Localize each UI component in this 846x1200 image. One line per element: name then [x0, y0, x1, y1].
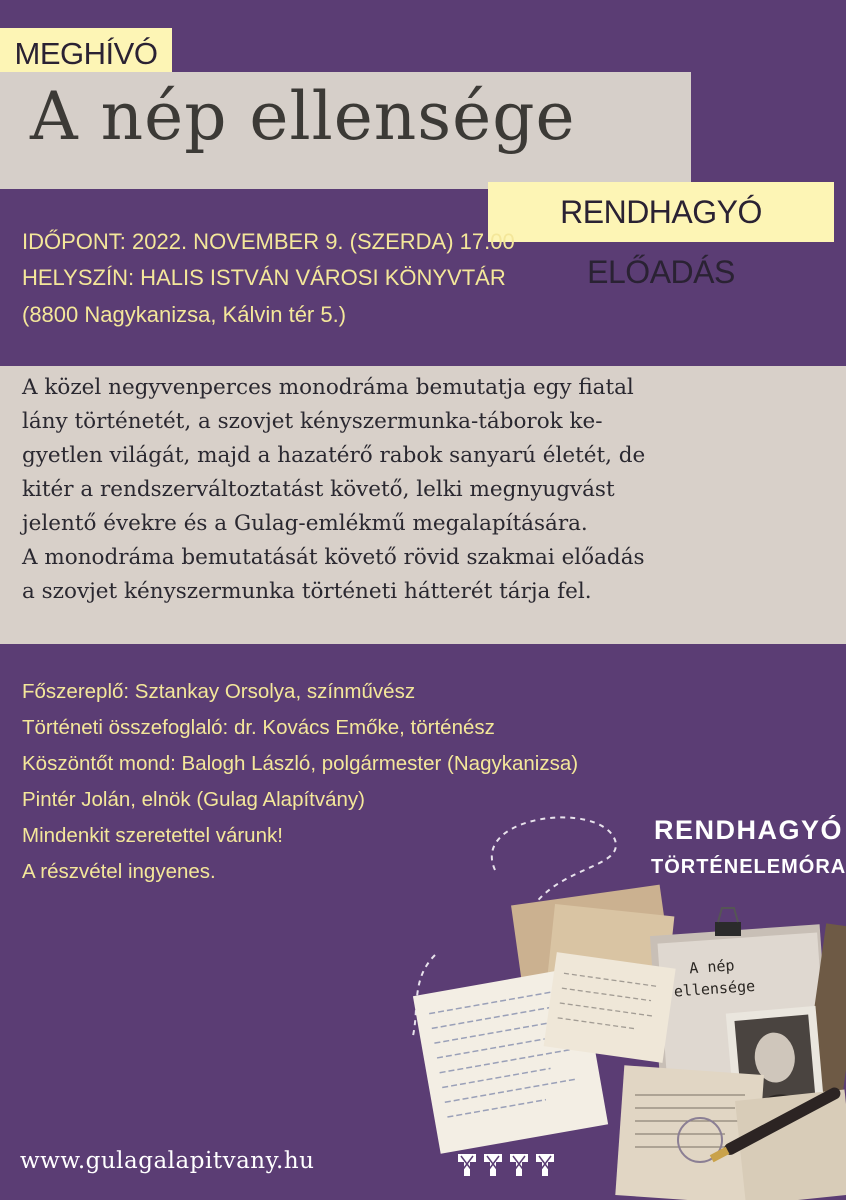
description-line: jelentő évekre és a Gulag-emlékmű megalapítására.	[22, 511, 588, 536]
badge-tortenelemora: TÖRTÉNELEMÓRA	[651, 856, 846, 878]
event-address: (8800 Nagykanizsa, Kálvin tér 5.)	[22, 302, 347, 327]
handwritten-note	[544, 952, 676, 1063]
event-subtitle: RENDHAGYÓ ELŐADÁS	[488, 182, 834, 242]
credit-mayor: Köszöntőt mond: Balogh László, polgármester (Nagykanizsa)	[22, 752, 579, 775]
invitation-label: MEGHÍVÓ	[0, 28, 172, 80]
credit-lead-actor: Főszereplő: Sztankay Orsolya, színművész	[22, 680, 416, 703]
description-line: gyetlen világát, majd a hazatérő rabok sanyarú életét, de	[22, 443, 646, 468]
free-entry-note: A részvétel ingyenes.	[22, 860, 216, 883]
folder-title-line1: A nép	[688, 956, 736, 978]
binder-clip-icon	[715, 922, 741, 936]
description-text	[22, 371, 822, 609]
description-line: lány történetét, a szovjet kényszermunka-táborok ke-	[22, 409, 603, 434]
website-link[interactable]: www.gulagalapitvany.hu	[20, 1148, 315, 1174]
description-line: kitér a rendszerváltoztatást követő, lelki megnyugvást	[22, 477, 615, 502]
description-line: A közel negyvenperces monodráma bemutatja egy fiatal	[22, 375, 634, 400]
credit-president: Pintér Jolán, elnök (Gulag Alapítvány)	[22, 788, 365, 811]
description-line: a szovjet kényszermunka történeti hátterét tárja fel.	[22, 579, 592, 604]
typed-document	[735, 1090, 846, 1200]
credit-historian: Történeti összefoglaló: dr. Kovács Emőke, történész	[22, 716, 495, 739]
folder-title-line2: ellensége	[673, 976, 756, 1001]
welcome-note: Mindenkit szeretettel várunk!	[22, 824, 283, 847]
page-title: A nép ellensége	[30, 78, 576, 155]
badge-rendhagyo: RENDHAGYÓ	[654, 815, 844, 845]
description-line: A monodráma bemutatását követő rövid szakmai előadás	[22, 545, 645, 570]
event-venue: HELYSZÍN: HALIS ISTVÁN VÁROSI KÖNYVTÁR	[22, 265, 506, 290]
event-time: IDŐPONT: 2022. NOVEMBER 9. (SZERDA) 17.00	[22, 229, 515, 254]
gulag-foundation-logo	[456, 1150, 566, 1180]
